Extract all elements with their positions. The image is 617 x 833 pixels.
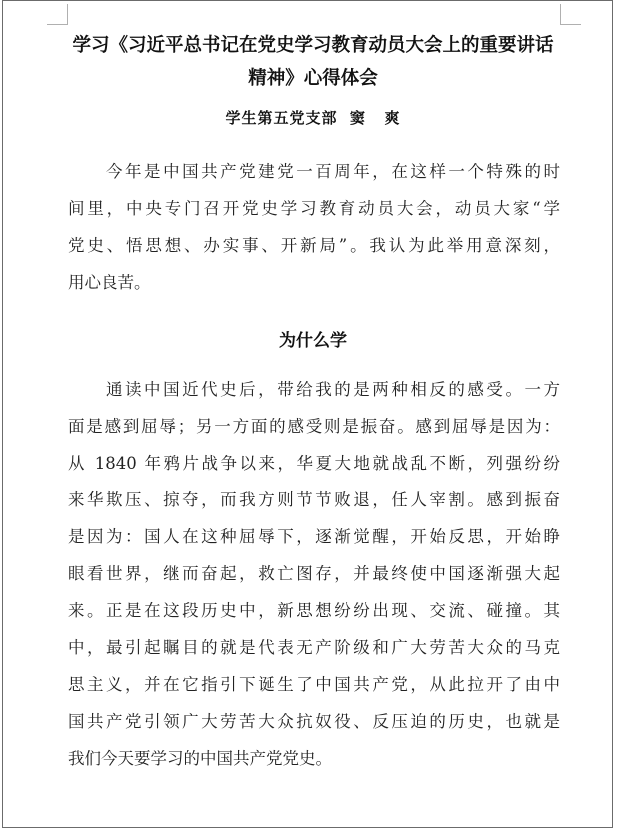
document-title-line-2: 精神》心得体会 — [248, 68, 378, 89]
paragraph-2-line: 国共产党引领广大劳苦大众抗奴役、反压迫的历史，也就是 — [68, 712, 560, 731]
section-heading: 为什么学 — [279, 331, 347, 351]
document-title-line-1: 学习《习近平总书记在党史学习教育动员大会上的重要讲话 — [72, 35, 554, 56]
paragraph-2-line: 思主义，并在它指引下诞生了中国共产党，从此拉开了由中 — [68, 675, 560, 694]
paragraph-2-line: 通读中国近代史后，带给我的是两种相反的感受。一方 — [106, 380, 560, 399]
margin-corner-mark-left — [47, 4, 68, 25]
paragraph-2-line: 中，最引起瞩目的就是代表无产阶级和广大劳苦大众的马克 — [68, 638, 560, 657]
paragraph-2-line: 来华欺压、掠夺，而我方则节节败退，任人宰割。感到振奋 — [68, 490, 560, 509]
paragraph-1-line: 今年是中国共产党建党一百周年，在这样一个特殊的时 — [106, 162, 560, 181]
margin-corner-mark-right — [560, 4, 581, 25]
paragraph-2-line: 面是感到屈辱；另一方面的感受则是振奋。感到屈辱是因为： — [68, 417, 560, 436]
paragraph-2-line: 从 1840 年鸦片战争以来，华夏大地就战乱不断，列强纷纷 — [68, 454, 560, 473]
paragraph-1-line: 党史、悟思想、办实事、开新局”。我认为此举用意深刻， — [68, 236, 560, 255]
paragraph-2-line: 我们今天要学习的中国共产党党史。 — [68, 749, 332, 768]
paragraph-1-line: 间里，中央专门召开党史学习教育动员大会，动员大家“学 — [68, 199, 560, 218]
author-byline: 学生第五党支部 窦 爽 — [225, 109, 401, 127]
paragraph-2-line: 是因为：国人在这种屈辱下，逐渐觉醒，开始反思，开始睁 — [68, 527, 560, 546]
paragraph-1-line: 用心良苦。 — [68, 273, 151, 292]
paragraph-2-line: 来。正是在这段历史中，新思想纷纷出现、交流、碰撞。其 — [68, 601, 560, 620]
paragraph-2-line: 眼看世界，继而奋起，救亡图存，并最终使中国逐渐强大起 — [68, 564, 560, 583]
